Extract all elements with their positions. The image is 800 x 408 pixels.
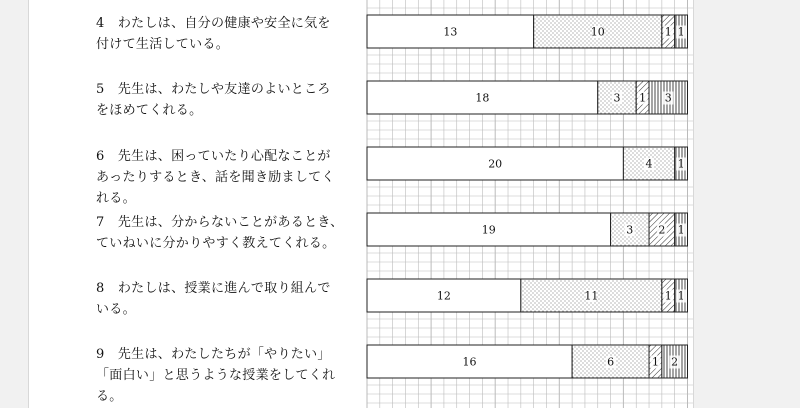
question-6-text: 6 先生は、困っていたり心配なことが あったりするとき、話を聞き励ましてく れる。 — [96, 149, 335, 206]
question-7-text: 7 先生は、分からないことがあるとき、 ていねいに分かりやすく教えてくれる。 — [96, 215, 344, 251]
bar-value-label-q5-hatch: 1 — [639, 91, 647, 105]
bar-value-label-q8-hatch: 1 — [664, 289, 672, 303]
bar-value-label-q4-lines: 1 — [677, 25, 685, 39]
bar-value-label-q8-lines: 1 — [677, 289, 685, 303]
bar-value-label-q6-lines: 1 — [677, 157, 685, 171]
bar-value-label-q4-hatch: 1 — [664, 25, 672, 39]
bar-value-label-q8-dots: 11 — [584, 289, 599, 303]
question-5-text: 5 先生は、わたしや友達のよいところ をほめてくれる。 — [96, 82, 331, 118]
bar-value-label-q7-plain: 19 — [481, 223, 496, 237]
bar-value-label-q7-lines: 1 — [677, 223, 685, 237]
bar-value-label-q6-plain: 20 — [488, 157, 503, 171]
bar-value-label-q9-dots: 6 — [607, 355, 615, 369]
bar-value-label-q9-plain: 16 — [462, 355, 477, 369]
bar-value-label-q5-dots: 3 — [613, 91, 621, 105]
bar-value-label-q7-dots: 3 — [626, 223, 634, 237]
question-8-text: 8 わたしは、授業に進んで取り組んで いる。 — [96, 281, 331, 317]
bar-value-label-q9-hatch: 1 — [651, 355, 659, 369]
question-9-text: 9 先生は、わたしたちが「やりたい」 「面白い」と思うような授業をしてくれ る。 — [96, 347, 336, 404]
bar-value-label-q6-dots: 4 — [645, 157, 653, 171]
bar-value-label-q4-dots: 10 — [590, 25, 605, 39]
bar-value-label-q4-plain: 13 — [443, 25, 458, 39]
bar-value-label-q8-plain: 12 — [436, 289, 451, 303]
question-4-text: 4 わたしは、自分の健康や安全に気を 付けて生活している。 — [96, 16, 331, 52]
bar-value-label-q5-lines: 3 — [664, 91, 672, 105]
bar-value-label-q5-plain: 18 — [475, 91, 490, 105]
bar-value-label-q9-lines: 2 — [671, 355, 679, 369]
bar-value-label-q7-hatch: 2 — [658, 223, 666, 237]
